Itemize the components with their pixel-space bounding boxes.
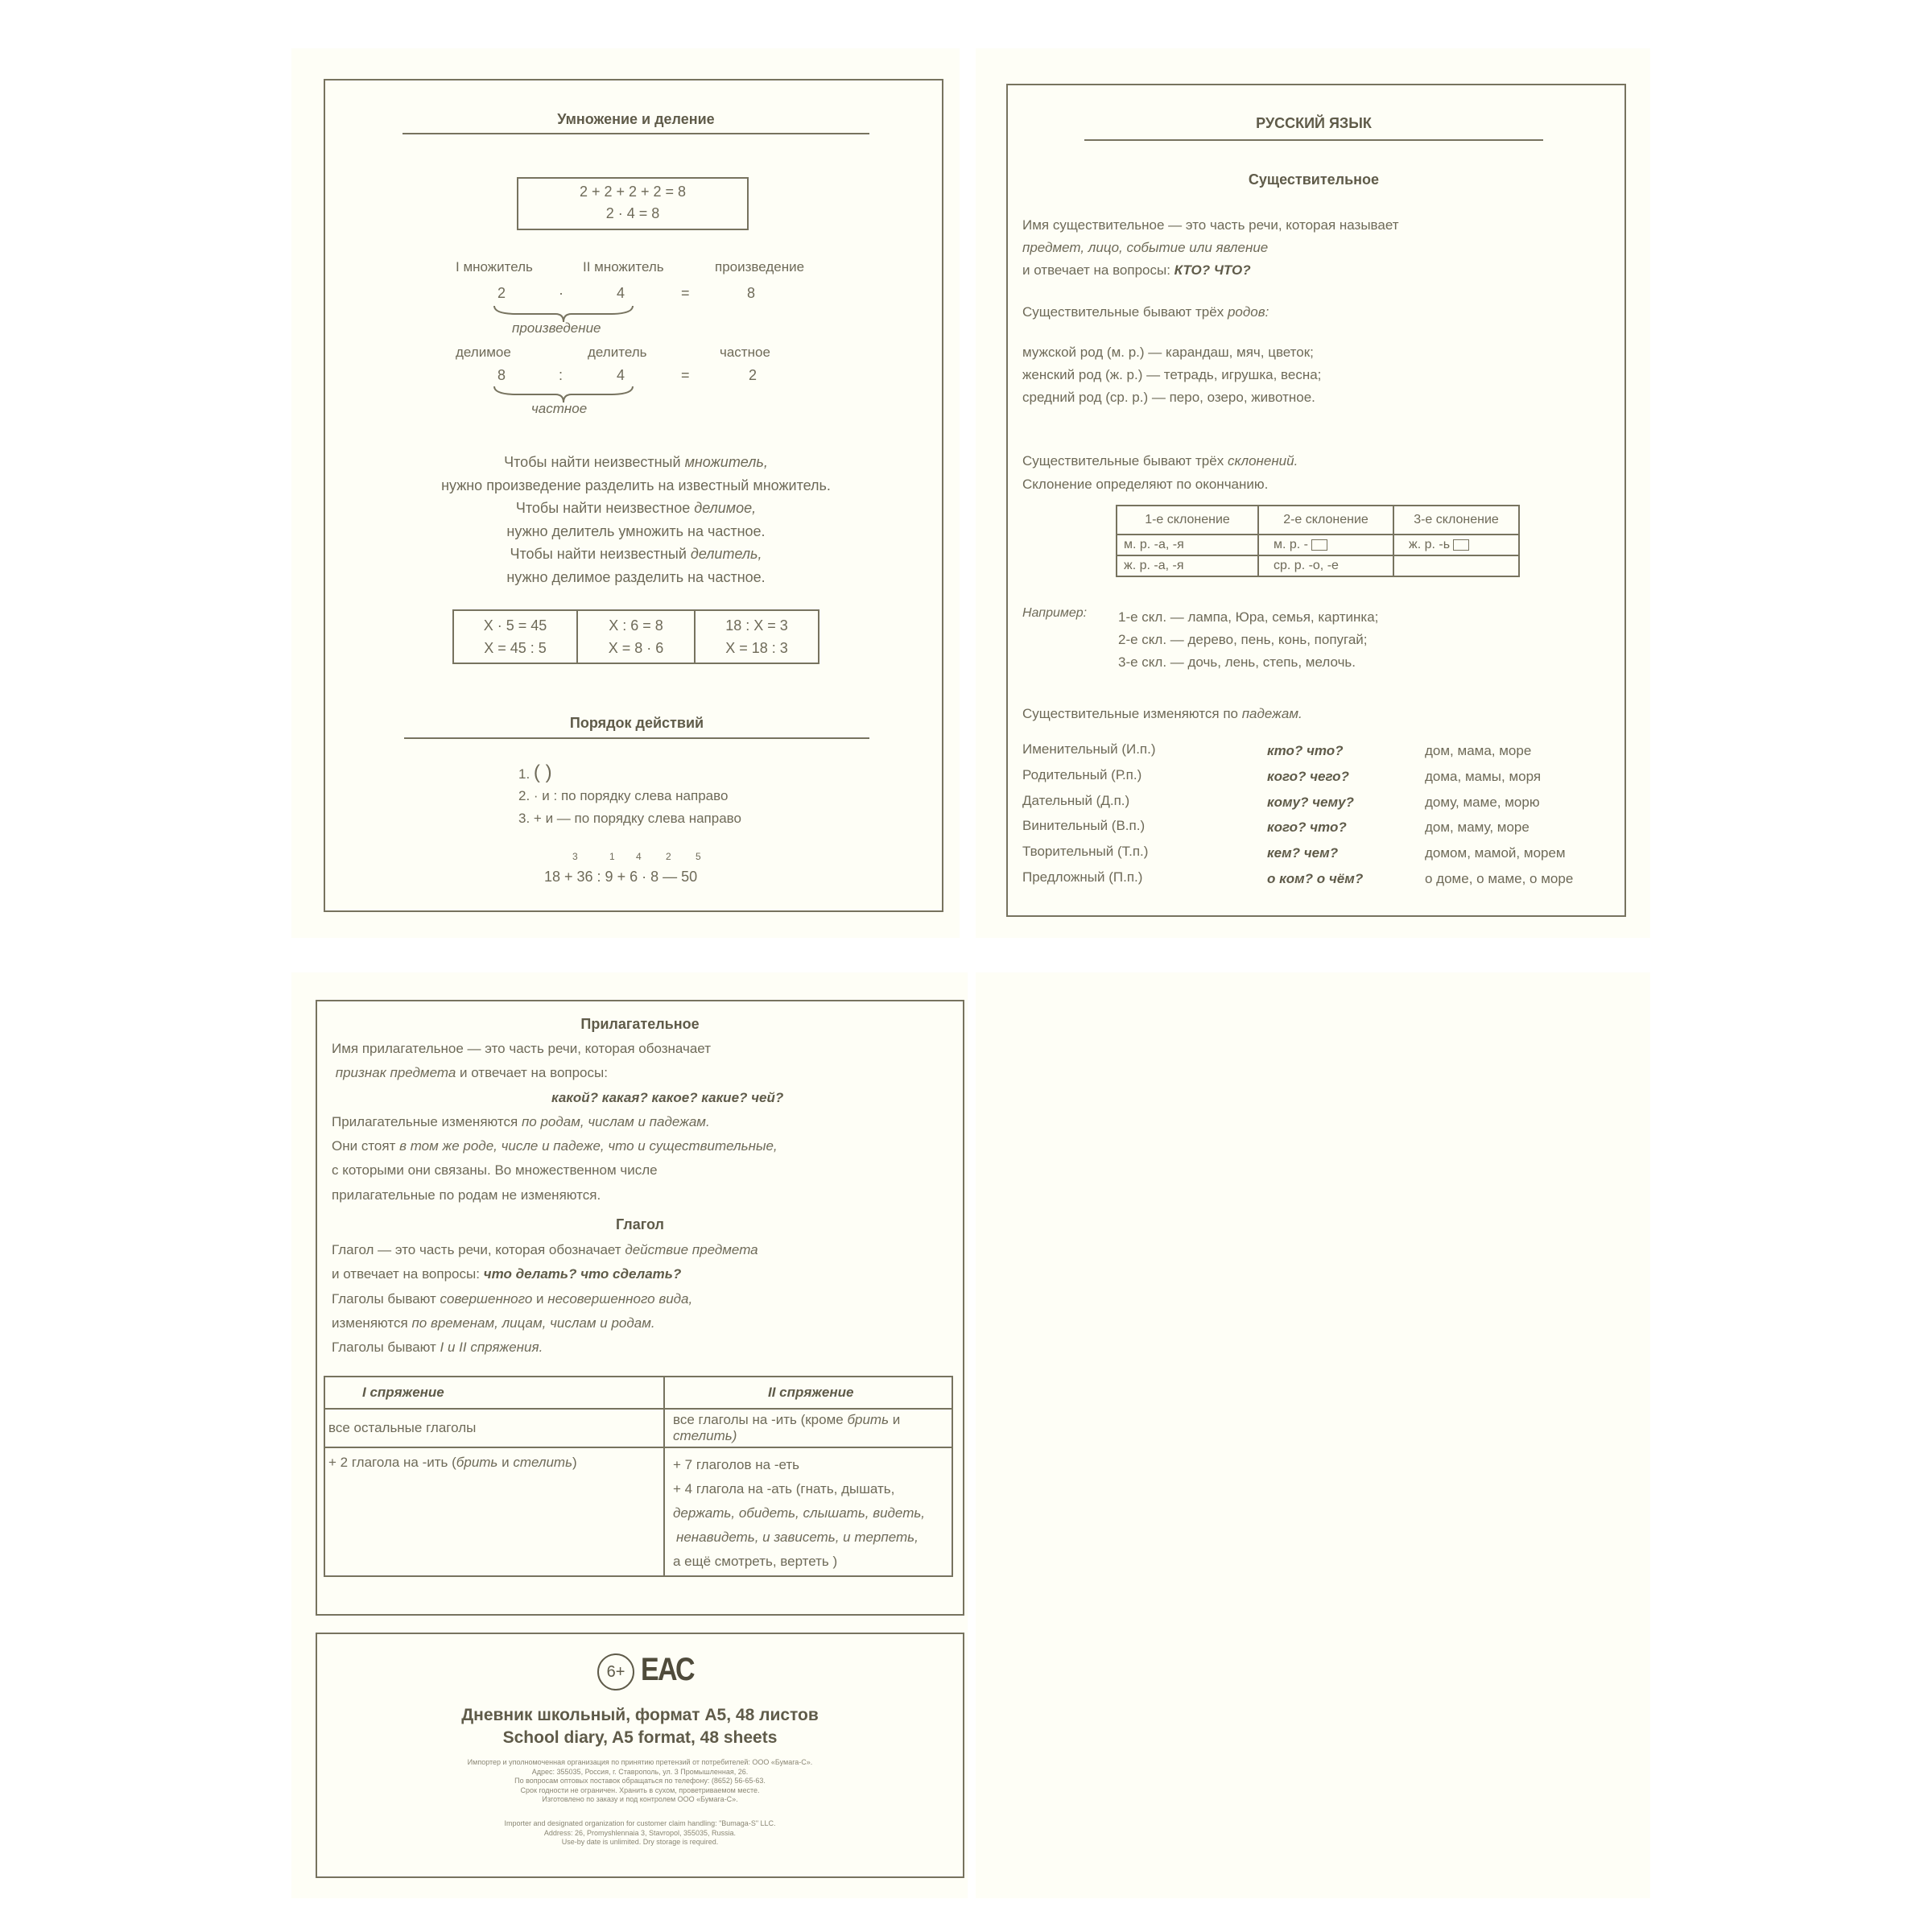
genders-list: мужской род (м. р.) — карандаш, мяч, цветок; женский род (ж. р.) — тетрадь, игрушка, весна; средний род (ср. р.) — перо, озеро, животное. bbox=[1022, 345, 1322, 405]
table-cell: ср. р. -о, -е bbox=[1258, 555, 1393, 576]
mult-val-c: 8 bbox=[747, 285, 756, 301]
case-question: о ком? о чём? bbox=[1267, 870, 1364, 886]
label-product: произведение bbox=[715, 259, 805, 275]
order-item: 2. · и : по порядку слева направо bbox=[518, 788, 729, 803]
table-cell: ж. р. -а, -я bbox=[1117, 555, 1258, 576]
equation-table bbox=[452, 609, 819, 664]
table-cell bbox=[1393, 555, 1519, 576]
order-title: Порядок действий bbox=[569, 715, 704, 731]
declension-table bbox=[1116, 505, 1520, 577]
table-header: II спряжение bbox=[664, 1377, 952, 1409]
case-example: дому, маме, морю bbox=[1425, 794, 1540, 810]
blank-sheet bbox=[976, 972, 1650, 1898]
cases-examples bbox=[1425, 738, 1573, 892]
verb-text: Глагол — это часть речи, которая обозначает действие предмета и отвечает на вопросы: что делать? что сделать? Глаголы бывают совершенного и несовершенного вида, изменяются по временам, лицам, числам и родам. Глаголы бывают I и II спряжения. bbox=[332, 1242, 758, 1356]
order-item: 3. + и — по порядку слева направо bbox=[518, 811, 741, 826]
order-mark: 2 bbox=[666, 851, 671, 862]
fine-print-ru: Импортер и уполномоченная организация по принятию претензий от потребителей: ООО «Бумага-С». Адрес: 355035, Россия, г. Ставрополь, ул. 3 Промышленная, 26. По вопросам оптовых поставок обращаться по телефону: (8652) 56-65-63. Срок годности не ограничен. Хранить в сухом, проветриваемом месте. Изготовлено по заказу и под контролем ООО «Бумага-С». bbox=[467, 1758, 813, 1803]
rule-line: нужно делимое разделить на частное. bbox=[506, 568, 766, 585]
sum-box bbox=[517, 177, 749, 230]
case-name: Дательный (Д.п.) bbox=[1022, 792, 1130, 808]
product-title-ru: Дневник школьный, формат А5, 48 листов bbox=[461, 1706, 819, 1724]
table-cell: + 7 глаголов на -еть + 4 глагола на -ать (гнать, дышать, держать, обидеть, слышать, видеть, ненавидеть, и зависеть, и терпеть, а ещё смотреть, вертеть ) bbox=[664, 1447, 952, 1576]
noun-definition: Имя существительное — это часть речи, которая называет предмет, лицо, событие или явление и отвечает на вопросы: КТО? ЧТО? bbox=[1022, 217, 1399, 278]
order-expression: 18 + 36 : 9 + 6 · 8 — 50 bbox=[544, 869, 698, 885]
equation-cell: 18 : X = 3 X = 18 : 3 bbox=[695, 610, 819, 663]
div-val-b: 4 bbox=[617, 367, 625, 383]
case-name: Предложный (П.п.) bbox=[1022, 869, 1143, 885]
brace-label-product: произведение bbox=[512, 320, 601, 336]
russian-title: РУССКИЙ ЯЗЫК bbox=[1256, 115, 1372, 131]
table-header: I спряжение bbox=[324, 1377, 664, 1409]
case-example: дом, мама, море bbox=[1425, 743, 1532, 758]
case-question: кто? что? bbox=[1267, 743, 1344, 758]
table-header: 3-е склонение bbox=[1393, 506, 1519, 535]
case-question: кому? чему? bbox=[1267, 794, 1354, 810]
table-cell: ж. р. -ь bbox=[1393, 535, 1519, 555]
eac-mark-icon: ЕАС bbox=[641, 1652, 694, 1687]
divider bbox=[402, 133, 869, 134]
order-mark: 3 bbox=[572, 851, 578, 862]
div-val-a: 8 bbox=[497, 367, 506, 383]
sum-line: 2 + 2 + 2 + 2 = 8 bbox=[579, 184, 687, 200]
cases-names bbox=[1022, 737, 1156, 890]
examples-list: 1-е скл. — лампа, Юра, семья, картинка; 2-е скл. — дерево, пень, конь, попугай; 3-е скл. — дочь, лень, степь, мелочь. bbox=[1118, 609, 1379, 670]
rule-line: Чтобы найти неизвестное делимое, bbox=[515, 500, 757, 516]
table-cell: м. р. - bbox=[1258, 535, 1393, 555]
order-mark: 4 bbox=[636, 851, 642, 862]
rule-line: нужно произведение разделить на известный множитель. bbox=[441, 477, 831, 493]
empty-ending-icon bbox=[1311, 539, 1327, 551]
table-cell: все глаголы на -ить (кроме брить и стелить) bbox=[664, 1409, 952, 1447]
equation-cell: X : 6 = 8 X = 8 · 6 bbox=[577, 610, 695, 663]
brace-label-quotient: частное bbox=[531, 401, 588, 416]
rules-block bbox=[378, 451, 894, 588]
order-mark: 1 bbox=[609, 851, 615, 862]
table-cell: + 2 глагола на -ить (брить и стелить) bbox=[324, 1447, 664, 1576]
mult-eq: = bbox=[681, 285, 690, 301]
cases-questions bbox=[1267, 738, 1363, 892]
genders-intro: Существительные бывают трёх родов: bbox=[1022, 304, 1269, 320]
case-name: Творительный (Т.п.) bbox=[1022, 844, 1149, 860]
case-example: о доме, о маме, о море bbox=[1425, 870, 1574, 886]
verb-title: Глагол bbox=[616, 1216, 664, 1232]
adjective-text: Имя прилагательное — это часть речи, которая обозначает признак предмета и отвечает на вопросы: какой? какая? какое? какие? чей? Прилагательные изменяются по родам, числам и падежам. Они стоят в том же роде, числе и падеже, что и существительные, с которыми они связаны. Во множественном числе прилагательные по родам не изменяются. bbox=[332, 1041, 784, 1203]
label-factor1: I множитель bbox=[456, 259, 533, 275]
label-dividend: делимое bbox=[456, 345, 511, 360]
conjugation-table bbox=[324, 1376, 953, 1577]
noun-subtitle: Существительное bbox=[1248, 171, 1380, 188]
div-eq: = bbox=[681, 367, 690, 383]
div-op: : bbox=[559, 367, 564, 383]
age-badge-icon: 6+ bbox=[597, 1653, 634, 1690]
case-name: Именительный (И.п.) bbox=[1022, 741, 1156, 757]
order-mark: 5 bbox=[696, 851, 701, 862]
rule-line: нужно делитель умножить на частное. bbox=[506, 522, 766, 539]
fine-print-en: Importer and designated organization for customer claim handling: "Bumaga-S" LLC. Address: 26, Promyshlennaia 3, Stavropol, 355035, Russia. Use-by date is unlimited. Dry storage is required. bbox=[504, 1819, 776, 1846]
mult-val-b: 4 bbox=[617, 285, 625, 301]
case-example: дом, маму, море bbox=[1425, 819, 1530, 836]
product-title-en: School diary, A5 format, 48 sheets bbox=[502, 1728, 778, 1747]
divider bbox=[1084, 139, 1543, 141]
case-question: кого? что? bbox=[1267, 819, 1347, 836]
product-line: 2 · 4 = 8 bbox=[605, 205, 660, 221]
rule-line: Чтобы найти неизвестный делитель, bbox=[510, 546, 762, 562]
divider bbox=[404, 737, 869, 739]
case-name: Винительный (В.п.) bbox=[1022, 818, 1146, 834]
declension-intro: Существительные бывают трёх склонений. Склонение определяют по окончанию. bbox=[1022, 453, 1298, 492]
table-cell: все остальные глаголы bbox=[324, 1409, 664, 1447]
label-quotient: частное bbox=[720, 345, 770, 360]
case-question: кого? чего? bbox=[1267, 768, 1349, 784]
case-question: кем? чем? bbox=[1267, 845, 1339, 861]
mult-val-a: 2 bbox=[497, 285, 506, 301]
label-factor2: II множитель bbox=[583, 259, 664, 275]
table-cell: м. р. -а, -я bbox=[1117, 535, 1258, 555]
case-example: дома, мамы, моря bbox=[1425, 768, 1542, 784]
equation-cell: X · 5 = 45 X = 45 : 5 bbox=[453, 610, 577, 663]
adjective-title: Прилагательное bbox=[580, 1016, 700, 1032]
mult-op: · bbox=[559, 285, 564, 301]
table-header: 2-е склонение bbox=[1258, 506, 1393, 535]
table-header: 1-е склонение bbox=[1117, 506, 1258, 535]
example-label: Например: bbox=[1022, 606, 1088, 620]
cases-intro: Существительные изменяются по падежам. bbox=[1022, 706, 1302, 721]
case-example: домом, мамой, морем bbox=[1425, 845, 1566, 861]
div-val-c: 2 bbox=[749, 367, 758, 383]
empty-ending-icon bbox=[1453, 539, 1469, 551]
order-item: 1. ( ) bbox=[518, 762, 552, 783]
label-divisor: делитель bbox=[588, 345, 647, 360]
case-name: Родительный (Р.п.) bbox=[1022, 766, 1142, 782]
math-title: Умножение и деление bbox=[557, 111, 715, 127]
rule-line: Чтобы найти неизвестный множитель, bbox=[504, 454, 768, 470]
